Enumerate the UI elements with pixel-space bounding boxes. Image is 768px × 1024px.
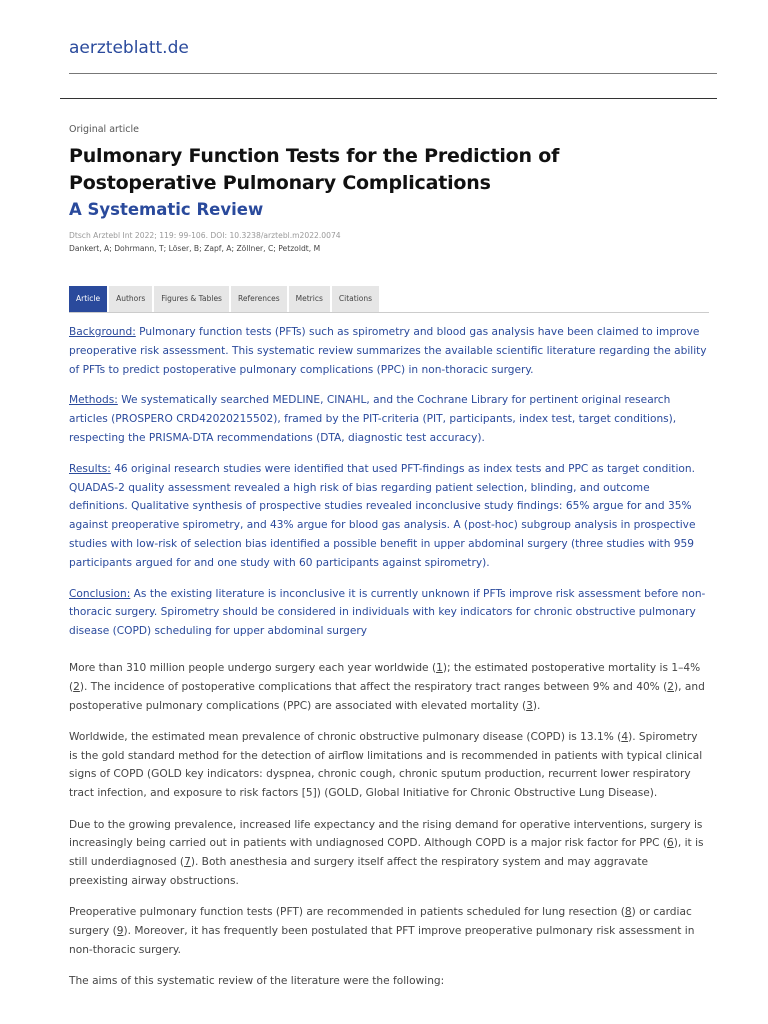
body-text-span: ). Moreover, it has frequently been postulated that PFT improve preoperative pulmonary risk assessment in non-thoracic surgery. [69, 925, 695, 956]
body-paragraph-5: The aims of this systematic review of the literature were the following: [69, 975, 445, 988]
reference-link[interactable]: 3 [526, 699, 533, 712]
tab-citations[interactable]: Citations [332, 286, 379, 312]
article-authors: Dankert, A; Dohrmann, T; Löser, B; Zapf, A; Zöllner, C; Petzoldt, M [69, 244, 321, 253]
abstract-conclusion-text: As the existing literature is inconclusive it is currently unknown if PFTs improve risk assessment before non-thoracic surgery. Spirometry should be considered in individuals with key indicators for chronic obstructive pulmonary disease (COPD) scheduling for upper abdominal surgery [69, 587, 706, 638]
reference-link[interactable]: 6 [667, 837, 674, 850]
tab-references[interactable]: References [231, 286, 287, 312]
abstract-conclusion [69, 585, 709, 641]
site-header [69, 38, 717, 58]
abstract-methods [69, 391, 709, 447]
body-text-span: ); the estimated postoperative mortality is 1–4% ( [69, 661, 701, 693]
tab-metrics[interactable]: Metrics [289, 286, 330, 312]
reference-link[interactable]: 2 [73, 680, 80, 693]
reference-link[interactable]: 9 [116, 925, 124, 938]
reference-link[interactable]: 8 [624, 906, 632, 919]
article-body [69, 659, 709, 991]
body-text-span: ). Both anesthesia and surgery itself affect the respiratory system and may aggravate preexisting airway obstructions. [69, 856, 649, 887]
reference-link[interactable]: 2 [667, 680, 675, 693]
reference-link[interactable]: 1 [436, 661, 443, 674]
abstract-conclusion-label: Conclusion: [69, 587, 131, 600]
abstract-background [69, 323, 709, 379]
body-text-span: ), it is still underdiagnosed ( [69, 837, 704, 869]
body-paragraph-3 [69, 816, 709, 891]
tab-article[interactable]: Article [69, 286, 107, 312]
abstract [69, 323, 709, 641]
body-paragraph-2 [69, 728, 709, 803]
abstract-background-label: Background: [69, 326, 136, 338]
abstract-results-text: 46 original research studies were identified that used PFT-findings as index tests and PPC as target condition. QUADAS-2 quality assessment revealed a high risk of bias regarding patient selection, blinding, and outcome definitions. Qualitative synthesis of prospective studies revealed inconclusive study findings: 65% argue for and 35% against preoperative spirometry, and 43% argue for blood gas analysis. A (post-hoc) subgroup analysis in prospective studies with low-risk of selection bias identified a possible benefit in upper abdominal surgery (three studies with 959 participants argued for and one study with 60 participants against spirometry). [69, 462, 696, 569]
article-tabs [69, 286, 709, 313]
body-text-span: ). [532, 699, 541, 712]
body-text-span: More than 310 million people undergo surgery each year worldwide ( [69, 661, 437, 674]
abstract-results-label: Results: [69, 462, 111, 475]
site-logo-link[interactable]: aerzteblatt.de [69, 38, 189, 58]
tab-figures-tables[interactable]: Figures & Tables [154, 286, 229, 312]
header-divider [69, 73, 717, 74]
body-text-span: Due to the growing prevalence, increased life expectancy and the rising demand for operative interventions, surgery is increasingly being carried out in patients with undiagnosed COPD. Although COPD is a major risk factor for PPC ( [69, 818, 703, 850]
article-content [69, 124, 709, 1003]
article-title: Pulmonary Function Tests for the Prediction of Postoperative Pulmonary Complications [69, 145, 560, 194]
abstract-results [69, 460, 709, 573]
tab-authors[interactable]: Authors [109, 286, 152, 312]
abstract-methods-label: Methods: [69, 394, 118, 407]
body-text-span: Worldwide, the estimated mean prevalence of chronic obstructive pulmonary disease (COPD) is 13.1% ( [69, 730, 622, 743]
reference-link[interactable]: 4 [621, 730, 629, 743]
article-kicker: Original article [69, 124, 139, 135]
abstract-methods-text: We systematically searched MEDLINE, CINAHL, and the Cochrane Library for pertinent original research articles (PROSPERO CRD42020215502), framed by the PIT-criteria (PIT, participants, index test, target conditions), respecting the PRISMA-DTA recommendations (DTA, diagnostic test accuracy). [69, 394, 677, 444]
body-text-span: Preoperative pulmonary function tests (PFT) are recommended in patients scheduled for lung resection ( [69, 906, 625, 919]
article-citation: Dtsch Arztebl Int 2022; 119: 99-106. DOI: 10.3238/arztebl.m2022.0074 [69, 231, 341, 240]
body-text-span: ). Spirometry is the gold standard method for the detection of airflow limitations and is recommended in patients with typical clinical signs of COPD (GOLD key indicators: dyspnea, chronic cough, chronic sputum production, recurrent lower respiratory tract infection, and exposure to risk factors [5]) (GOLD, Global Initiative for Chronic Obstructive Lung Disease). [69, 730, 703, 800]
reference-link[interactable]: 7 [184, 856, 191, 869]
article-subtitle: A Systematic Review [69, 200, 264, 219]
body-text-span: ). The incidence of postoperative complications that affect the respiratory tract ranges between 9% and 40% ( [79, 680, 668, 693]
body-text-span: ), and postoperative pulmonary complications (PPC) are associated with elevated mortality ( [69, 680, 705, 712]
body-paragraph-4 [69, 903, 709, 959]
abstract-background-text: Pulmonary function tests (PFTs) such as spirometry and blood gas analysis have been claimed to improve preoperative risk assessment. This systematic review summarizes the available scientific literature regarding the ability of PFTs to predict postoperative pulmonary complications (PPC) in non-thoracic surgery. [69, 326, 707, 376]
body-paragraph-1 [69, 659, 709, 715]
body-text-span: ) or cardiac surgery ( [69, 906, 692, 938]
article-divider [60, 98, 717, 99]
